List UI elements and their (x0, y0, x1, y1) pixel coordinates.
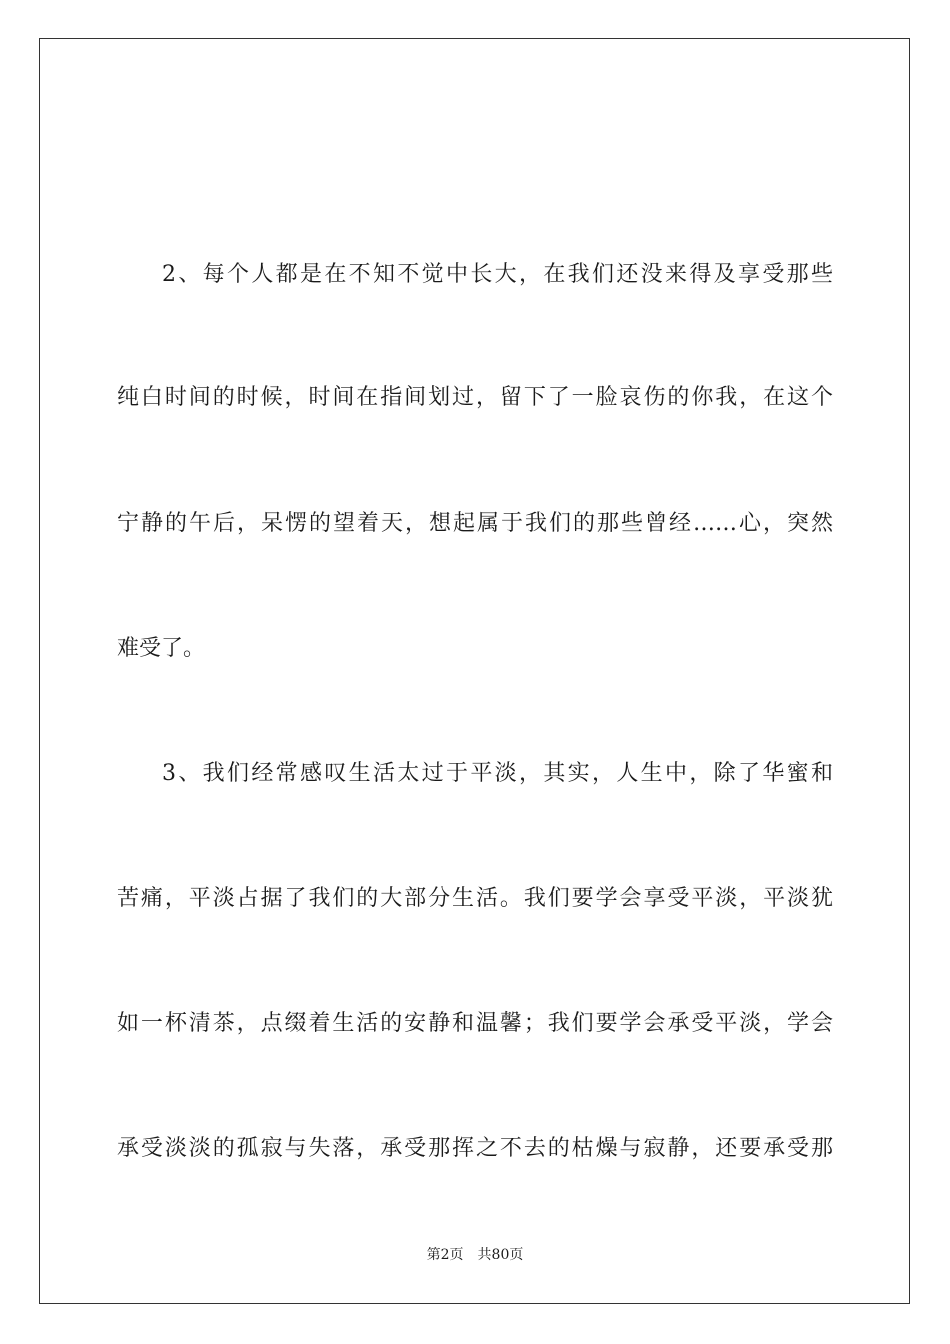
paragraph-3-line-4: 承受淡淡的孤寂与失落，承受那挥之不去的枯燥与寂静，还要承受那 (117, 1136, 833, 1161)
paragraph-2-line-4: 难受了。 (117, 636, 206, 661)
paragraph-2-line-3: 宁静的午后，呆愣的望着天，想起属于我们的那些曾经……心，突然 (117, 511, 833, 536)
page-number: 第2页 (426, 1247, 464, 1263)
page-total: 共80页 (477, 1247, 524, 1263)
page-footer (0, 1246, 950, 1264)
paragraph-3-line-3: 如一杯清茶，点缀着生活的安静和温馨；我们要学会承受平淡，学会 (117, 1011, 833, 1036)
page-border (39, 38, 910, 1304)
paragraph-3-line-1: 3、我们经常感叹生活太过于平淡，其实，人生中，除了华蜜和 (162, 761, 833, 786)
paragraph-3-line-2: 苦痛，平淡占据了我们的大部分生活。我们要学会享受平淡，平淡犹 (117, 886, 833, 911)
paragraph-2-line-2: 纯白时间的时候，时间在指间划过，留下了一脸哀伤的你我，在这个 (117, 385, 833, 410)
paragraph-2-line-1: 2、每个人都是在不知不觉中长大，在我们还没来得及享受那些 (162, 262, 833, 287)
